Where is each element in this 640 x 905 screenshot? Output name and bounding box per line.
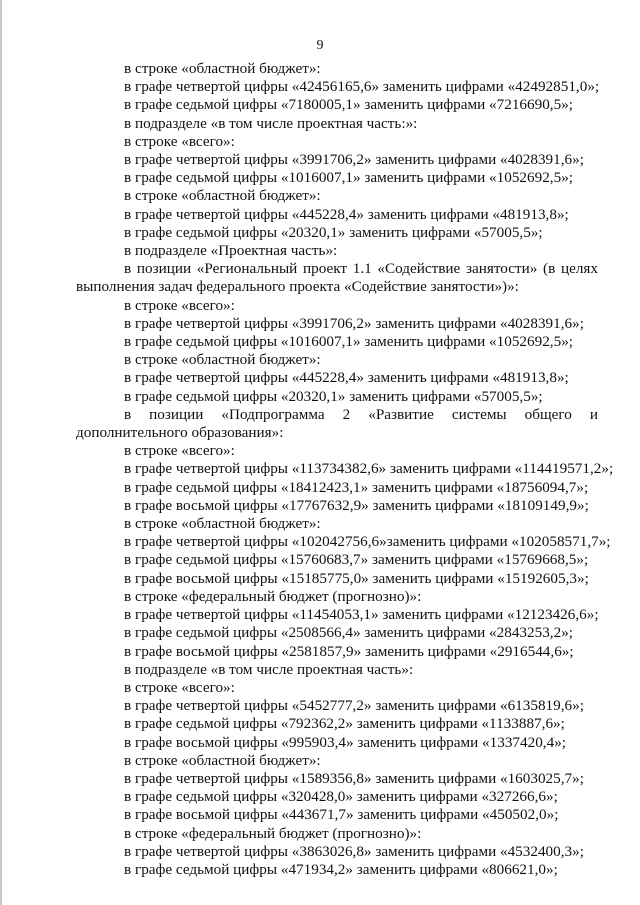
text-line: в графе четвертой цифры «1589356,8» заменить цифрами «1603025,7»; bbox=[124, 769, 584, 787]
text-line: в графе четвертой цифры «113734382,6» заменить цифрами «114419571,2»; bbox=[124, 460, 614, 478]
text-line: в графе седьмой цифры «20320,1» заменить цифрами «57005,5»; bbox=[124, 223, 543, 241]
text-line: в строке «всего»: bbox=[124, 132, 235, 150]
text-line: в графе седьмой цифры «320428,0» заменить цифрами «327266,6»; bbox=[124, 788, 558, 806]
text-line: в графе седьмой цифры «18412423,1» заменить цифрами «18756094,7»; bbox=[124, 478, 589, 496]
text-line: в графе четвертой цифры «11454053,1» заменить цифрами «12123426,6»; bbox=[124, 606, 599, 624]
text-line: в графе четвертой цифры «3863026,8» заменить цифрами «4532400,3»; bbox=[124, 842, 584, 860]
text-line: в подразделе «в том числе проектная часть:»: bbox=[124, 114, 418, 132]
text-line: в графе седьмой цифры «471934,2» заменить цифрами «806621,0»; bbox=[124, 860, 558, 878]
text-line: в графе восьмой цифры «443671,7» заменить цифрами «450502,0»; bbox=[124, 806, 559, 824]
document-body bbox=[76, 60, 614, 879]
text-line: в строке «всего»: bbox=[124, 678, 235, 696]
text-line: в строке «областной бюджет»: bbox=[124, 351, 321, 369]
text-line: в графе четвертой цифры «445228,4» заменить цифрами «481913,8»; bbox=[124, 205, 569, 223]
text-line: в графе восьмой цифры «17767632,9» заменить цифрами «18109149,9»; bbox=[124, 496, 589, 514]
text-line: в графе четвертой цифры «42456165,6» заменить цифрами «42492851,0»; bbox=[124, 78, 600, 96]
text-line: в строке «областной бюджет»: bbox=[124, 515, 321, 533]
text-line: в подразделе «в том числе проектная часть»: bbox=[124, 660, 414, 678]
text-paragraph: в позиции «Подпрограмма 2 «Развитие системы общего и дополнительного образования»: bbox=[76, 405, 598, 442]
text-line: в графе седьмой цифры «1016007,1» заменить цифрами «1052692,5»; bbox=[124, 333, 574, 351]
text-line: в графе четвертой цифры «3991706,2» заменить цифрами «4028391,6»; bbox=[124, 314, 584, 332]
text-line: в графе восьмой цифры «995903,4» заменить цифрами «1337420,4»; bbox=[124, 733, 567, 751]
text-line: в строке «всего»: bbox=[124, 442, 235, 460]
text-line: в графе восьмой цифры «2581857,9» заменить цифрами «2916544,6»; bbox=[124, 642, 574, 660]
text-line: в графе четвертой цифры «5452777,2» заменить цифрами «6135819,6»; bbox=[124, 697, 584, 715]
text-paragraph: в позиции «Региональный проект 1.1 «Содействие занятости» (в целях выполнения задач федерального проекта «Содействие занятости»)»: bbox=[76, 260, 598, 296]
text-line: в графе седьмой цифры «15760683,7» заменить цифрами «15769668,5»; bbox=[124, 551, 589, 569]
text-line: в строке «всего»: bbox=[124, 296, 235, 314]
text-line: в подразделе «Проектная часть»: bbox=[124, 242, 338, 260]
text-line: в строке «областной бюджет»: bbox=[124, 187, 321, 205]
text-line: в графе четвертой цифры «3991706,2» заменить цифрами «4028391,6»; bbox=[124, 151, 584, 169]
page-number: 9 bbox=[316, 38, 324, 53]
text-line: в графе седьмой цифры «1016007,1» заменить цифрами «1052692,5»; bbox=[124, 169, 574, 187]
text-line: в строке «областной бюджет»: bbox=[124, 751, 321, 769]
text-line: в графе четвертой цифры «445228,4» заменить цифрами «481913,8»; bbox=[124, 369, 569, 387]
text-line: в графе седьмой цифры «7180005,1» заменить цифрами «7216690,5»; bbox=[124, 96, 574, 114]
text-line: в графе восьмой цифры «15185775,0» заменить цифрами «15192605,3»; bbox=[124, 569, 589, 587]
text-line: в графе седьмой цифры «792362,2» заменить цифрами «1133887,6»; bbox=[124, 715, 565, 733]
text-line: в строке «федеральный бюджет (прогнозно)»: bbox=[124, 587, 422, 605]
scan-edge bbox=[0, 0, 2, 905]
text-line: в строке «федеральный бюджет (прогнозно)»: bbox=[124, 824, 422, 842]
text-line: в графе седьмой цифры «20320,1» заменить цифрами «57005,5»; bbox=[124, 387, 543, 405]
text-line: в графе седьмой цифры «2508566,4» заменить цифрами «2843253,2»; bbox=[124, 624, 574, 642]
text-line: в строке «областной бюджет»: bbox=[124, 60, 321, 77]
text-line: в графе четвертой цифры «102042756,6»заменить цифрами «102058571,7»; bbox=[124, 533, 611, 551]
